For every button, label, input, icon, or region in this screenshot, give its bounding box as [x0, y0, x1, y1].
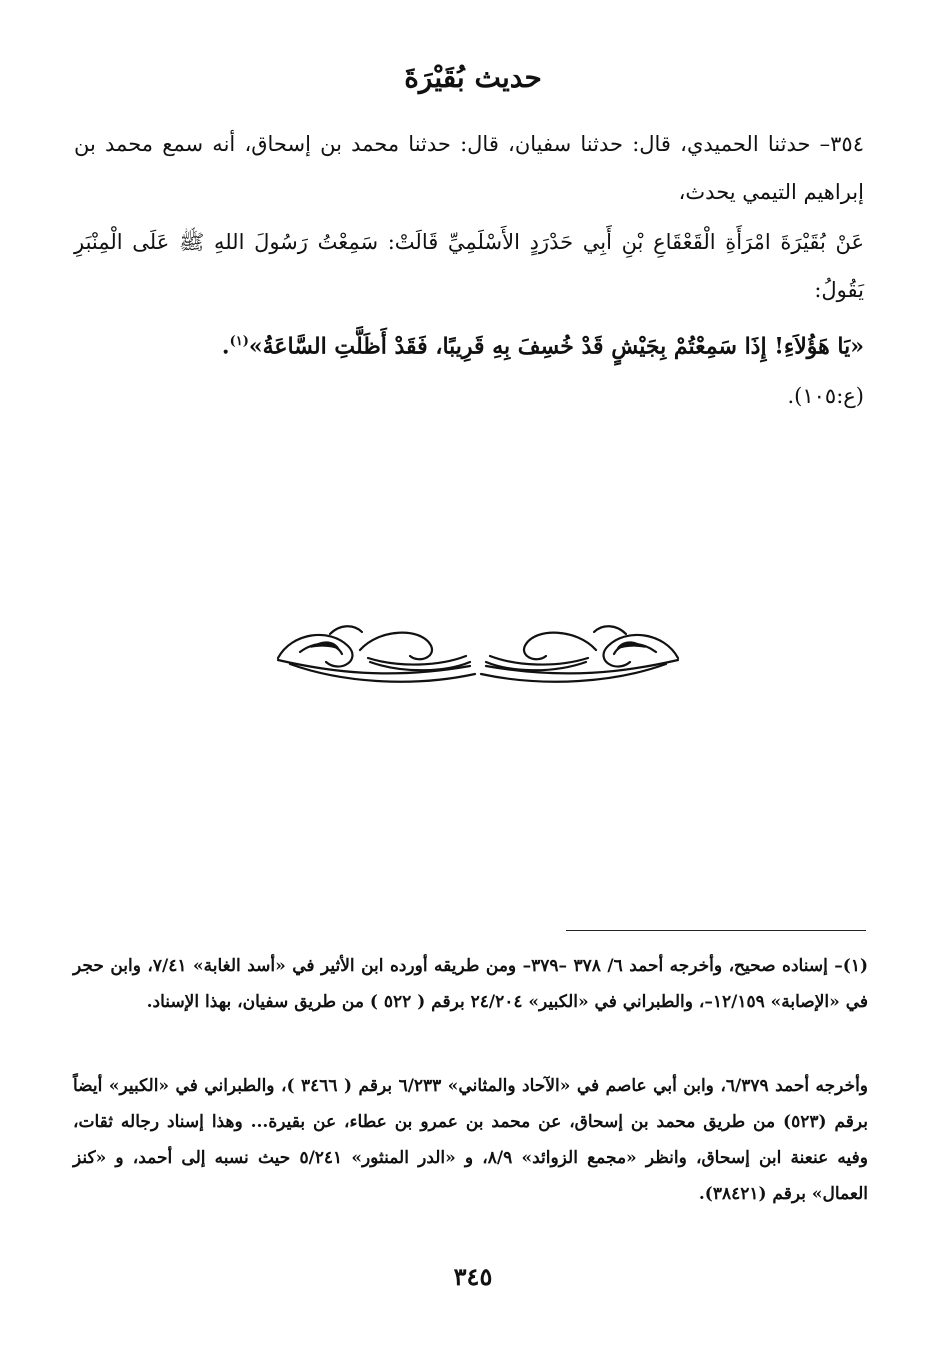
footnote-1-continued: وأخرجه أحمد ٦/٣٧٩، وابن أبي عاصم في «الآحاد والمثاني» ٦/٢٣٣ برقم ( ٣٤٦٦ )، والطبراني في «الكبير» أيضاً برقم (٥٢٣) من طريق محمد بن إسحاق، عن محمد بن عمرو بن عطاء، عن بقيرة... وهذا إسناد رجاله ثقات، وفيه عنعنة ابن إسحاق، وانظر «مجمع الزوائد» ٨/٩، و «الدر المنثور» ٥/٢٤١ حيث نسبه إلى أحمد، و «كنز العمال» برقم (٣٨٤٢١). — [73, 1076, 869, 1204]
hadith-matn-text: «يَا هَؤُلاَءِ! إِذَا سَمِعْتُمْ بِجَيْشٍ قَدْ خُسِفَ بِهِ قَرِيبًا، فَقَدْ أَظَلَّتِ السَّاعَةُ» — [248, 333, 864, 360]
hadith-isnad: ٣٥٤– حدثنا الحميدي، قال: حدثنا سفيان، قال: حدثنا محمد بن إسحاق، أنه سمع محمد بن إبراهيم التيمي يحدث، — [74, 132, 864, 204]
footnote-1: (١)– إسناده صحيح، وأخرجه أحمد ٦/ ٣٧٨ –٣٧٩– ومن طريقه أورده ابن الأثير في «أسد الغابة» ٧/٤١، وابن حجر في «الإصابة» ١٢/١٥٩–، والطبراني في «الكبير» ٢٤/٢٠٤ برقم ( ٥٢٢ ) من طريق سفيان، بهذا الإسناد. — [73, 956, 868, 1012]
ornament-divider-icon — [270, 612, 686, 692]
hadith-reference: (ع:١٠٥). — [787, 384, 864, 408]
page-title: حديث بُقَيْرَةَ — [404, 61, 542, 94]
page-number: ٣٤٥ — [453, 1262, 493, 1291]
hadith-narration: عَنْ بُقَيْرَةَ امْرَأَةِ الْقَعْقَاعِ بْنِ أَبِي حَدْرَدٍ الأَسْلَمِيِّ قَالَتْ: سَمِعْتُ رَسُولَ اللهِ ﷺ عَلَى الْمِنْبَرِ يَقُولُ: — [74, 230, 864, 302]
footnote-separator — [566, 930, 866, 931]
footnote-marker: (١) — [229, 334, 249, 349]
hadith-matn: «يَا هَؤُلاَءِ! إِذَا سَمِعْتُمْ بِجَيْشٍ قَدْ خُسِفَ بِهِ قَرِيبًا، فَقَدْ أَظَلَّتِ السَّاعَةُ»$^{(١)}$. — [221, 333, 864, 360]
